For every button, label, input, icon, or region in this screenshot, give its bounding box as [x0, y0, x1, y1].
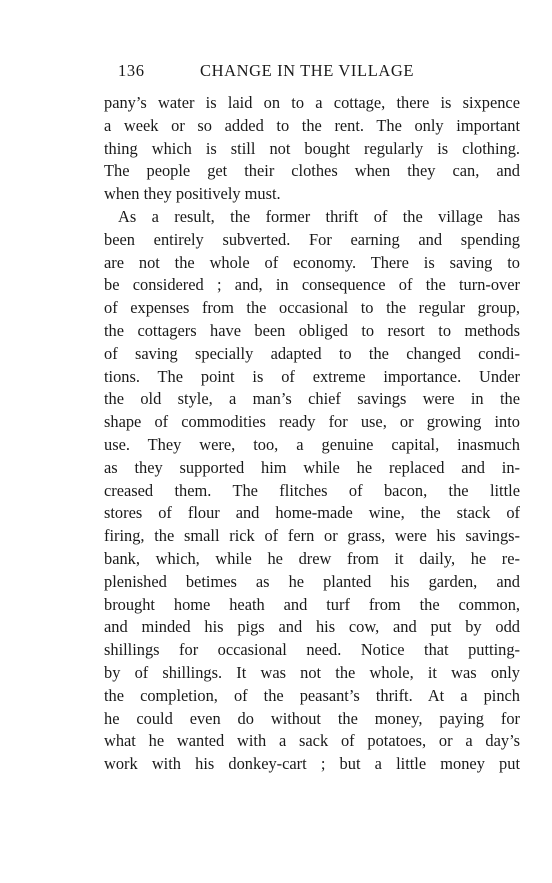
text-line: creased them. The flitches of bacon, the little [104, 480, 520, 500]
text-line: stores of flour and home-made wine, the stack of [104, 503, 520, 523]
text-line: tions. The point is of extreme importance. Under [104, 366, 520, 386]
paragraph [104, 92, 520, 206]
text-line: be considered ; and, in consequence of the turn-over [104, 275, 520, 295]
text-line: The people get their clothes when they can, and [104, 161, 520, 181]
text-line: by of shillings. It was not the whole, it was only [104, 662, 520, 682]
text-line: shillings for occasional need. Notice that putting- [104, 640, 520, 660]
text-line: shape of commodities ready for use, or growing into [104, 412, 520, 432]
paragraph [104, 206, 520, 776]
text-line: pany’s water is laid on to a cottage, there is sixpence [104, 93, 520, 112]
text-line: the completion, of the peasant’s thrift. At a pinch [104, 685, 520, 705]
text-line: brought home heath and turf from the common, [104, 594, 520, 614]
running-title: CHANGE IN THE VILLAGE [200, 61, 415, 80]
text-line: of saving specially adapted to the changed condi- [104, 343, 520, 363]
running-head [118, 61, 446, 83]
text-line: work with his donkey-cart ; but a little money put [104, 754, 520, 774]
text-line: firing, the small rick of fern or grass, were his savings- [104, 526, 520, 546]
text-line: use. They were, too, a genuine capital, inasmuch [104, 434, 520, 454]
text-line: are not the whole of economy. There is saving to [104, 252, 520, 272]
text-line: what he wanted with a sack of potatoes, or a day’s [104, 731, 520, 751]
text-line: as they supported him while he replaced and in- [104, 457, 520, 477]
text-line: bank, which, while he drew from it daily, he re- [104, 548, 520, 568]
page-number: 136 [118, 61, 145, 80]
text-line: As a result, the former thrift of the village has [118, 206, 520, 226]
text-line: and minded his pigs and his cow, and put by odd [104, 617, 520, 637]
body-text [104, 92, 520, 776]
text-line: he could even do without the money, paying for [104, 708, 520, 728]
text-line: plenished betimes as he planted his garden, and [104, 571, 520, 591]
text-line: the cottagers have been obliged to resort to methods [104, 320, 520, 340]
text-line: a week or so added to the rent. The only important [104, 115, 520, 135]
text-line: of expenses from the occasional to the regular group, [104, 298, 520, 318]
text-line: the old style, a man’s chief savings were in the [104, 389, 520, 409]
text-line: been entirely subverted. For earning and spending [104, 229, 520, 249]
text-line: when they positively must. [104, 184, 281, 204]
text-line: thing which is still not bought regularly is clothing. [104, 138, 520, 158]
